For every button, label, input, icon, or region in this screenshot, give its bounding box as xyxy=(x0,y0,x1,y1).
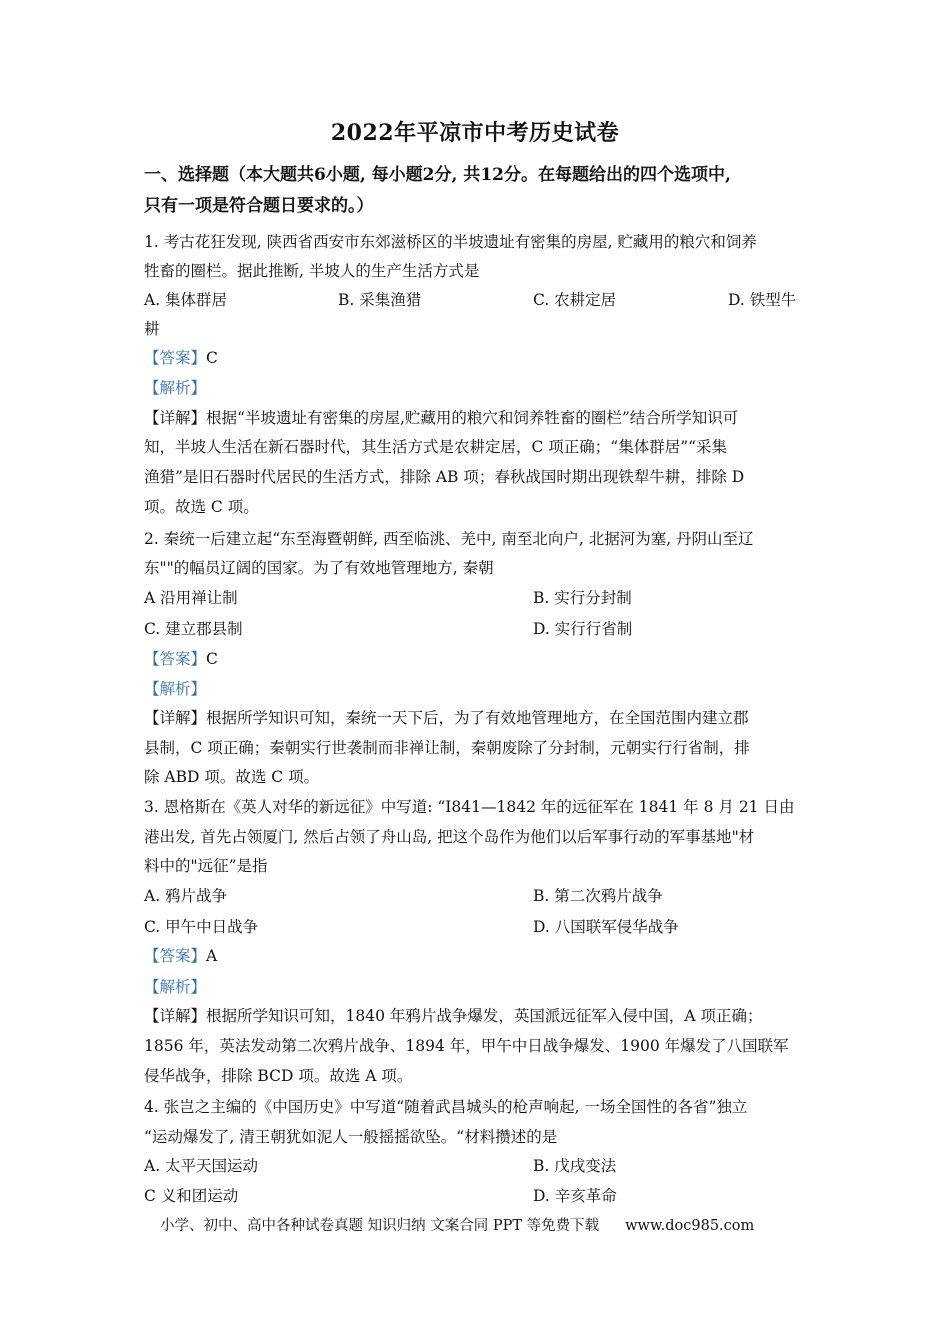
section-heading-line-1: 一、选择题（本大题共6小题, 每小题2分, 共12分。在每题给出的四个选项中, xyxy=(144,165,731,185)
section-heading-line-2: 只有一项是符合题日要求的。） xyxy=(144,196,374,216)
q1-stem-line-1: 1. 考古花狂发现, 陕西省西安市东郊滋桥区的半坡遗址有密集的房屋, 贮藏用的粮穴和饲养 xyxy=(144,233,757,251)
q1-option-c: C. 农耕定居 xyxy=(533,291,617,309)
q2-option-a: A 沿用禅让制 xyxy=(144,589,238,607)
footer-url[interactable]: www.doc985.com xyxy=(625,1218,755,1234)
q3-option-b: B. 第二次鸦片战争 xyxy=(533,887,663,905)
q4-stem-line-1: 4. 张岂之主编的《中国历史》中写道“随着武昌城头的枪声响起, 一场全国性的各省”独立 xyxy=(144,1098,748,1116)
q3-option-c: C. 甲午中日战争 xyxy=(144,918,259,936)
q2-detail-line-3: 除 ABD 项。故选 C 项。 xyxy=(144,768,320,786)
q4-option-b: B. 戊戌变法 xyxy=(533,1157,617,1175)
q1-option-a: A. 集体群居 xyxy=(144,291,228,309)
q3-detail-line-2: 1856 年，英法发动第二次鸦片战争、1894 年，甲午中日战争爆发、1900 年爆发了八国联军 xyxy=(144,1037,789,1055)
q1-detail-line-4: 项。故选 C 项。 xyxy=(144,498,259,516)
q4-stem-line-2: “运动爆发了, 清王朝犹如泥人一般摇摇欲坠。“材料攒述的是 xyxy=(144,1128,558,1146)
q2-detail-line-2: 县制，C 项正确；秦朝实行世袭制而非禅让制，秦朝废除了分封制，元朝实行行省制，排 xyxy=(144,739,750,757)
q2-analysis-tag: 【解析】 xyxy=(144,680,207,698)
q1-detail-line-3: 渔猎”是旧石器时代居民的生活方式，排除 AB 项；春秋战国时期出现铁犁牛耕，排除 D xyxy=(144,468,745,486)
q3-stem-line-3: 料中的"远征”是指 xyxy=(144,857,268,875)
detail-text: 根据“半坡遗址有密集的房屋,贮藏用的粮穴和饲养牲畜的圈栏”结合所学知识可 xyxy=(206,409,739,427)
answer-tag: 【答案】 xyxy=(144,349,207,367)
answer-value: A xyxy=(206,947,218,965)
q2-stem-line-2: 东""的幅员辽阔的国家。为了有效地管理地方, 秦朝 xyxy=(144,559,494,577)
detail-tag: 【详解】 xyxy=(144,1007,207,1025)
q3-option-d: D. 八国联军侵华战争 xyxy=(533,918,679,936)
q2-option-b: B. 实行分封制 xyxy=(533,589,632,607)
q2-answer xyxy=(144,649,218,669)
q1-stem-line-2: 牲畜的圈栏。据此推断, 半坡人的生产生活方式是 xyxy=(144,262,480,280)
answer-value: C xyxy=(206,650,218,668)
page-title: 2022年平凉市中考历史试卷 xyxy=(330,120,620,146)
answer-value: C xyxy=(206,349,218,367)
footer-text: 小学、初中、高中各种试卷真题 知识归纳 文案合同 PPT 等免费下载 xyxy=(160,1218,600,1234)
q4-option-a: A. 太平天国运动 xyxy=(144,1157,259,1175)
q1-detail-line-1 xyxy=(144,408,738,428)
answer-tag: 【答案】 xyxy=(144,650,207,668)
detail-tag: 【详解】 xyxy=(144,709,207,727)
q3-option-a: A. 鸦片战争 xyxy=(144,887,228,905)
q1-answer xyxy=(144,348,218,368)
q1-detail-line-2: 知，半坡人生活在新石器时代，其生活方式是农耕定居，C 项正确；“集体群居”“采集 xyxy=(144,438,728,456)
q3-detail-line-1 xyxy=(144,1006,763,1026)
q3-detail-line-3: 侵华战争，排除 BCD 项。故选 A 项。 xyxy=(144,1067,413,1085)
q3-analysis-tag: 【解析】 xyxy=(144,978,207,996)
q3-stem-line-2: 港出发, 首先占领厦门, 然后占领了舟山岛, 把这个岛作为他们以后军事行动的军事基地"材 xyxy=(144,828,755,846)
q4-option-c: C 义和团运动 xyxy=(144,1187,239,1205)
q2-stem-line-1: 2. 秦统一后建立起“东至海暨朝鲜, 西至临洮、羌中, 南至北向户, 北据河为塞, 丹阴山至辽 xyxy=(144,530,754,548)
answer-tag: 【答案】 xyxy=(144,947,207,965)
page-footer xyxy=(160,1214,754,1235)
q4-option-d: D. 辛亥革命 xyxy=(533,1187,617,1205)
q1-option-b: B. 采集渔猎 xyxy=(338,291,422,309)
detail-text: 根据所学知识可知，秦统一天下后，为了有效地管理地方，在全国范围内建立郡 xyxy=(206,709,749,727)
q1-analysis-tag: 【解析】 xyxy=(144,379,207,397)
q1-option-d-wrap: 耕 xyxy=(144,320,160,338)
q1-option-d: D. 铁型牛 xyxy=(728,291,797,309)
detail-tag: 【详解】 xyxy=(144,409,207,427)
q2-option-c: C. 建立郡县制 xyxy=(144,620,243,638)
q2-option-d: D. 实行行省制 xyxy=(533,620,633,638)
detail-text: 根据所学知识可知，1840 年鸦片战争爆发，英国派远征军入侵中国，A 项正确； xyxy=(206,1007,763,1025)
q3-answer xyxy=(144,946,217,966)
section-heading xyxy=(144,160,824,222)
q3-stem-line-1: 3. 恩格斯在《英人对华的新远征》中写道: “I841—1842 年的远征军在 1841 年 8 月 21 日由 xyxy=(144,798,795,816)
q2-detail-line-1 xyxy=(144,708,749,728)
